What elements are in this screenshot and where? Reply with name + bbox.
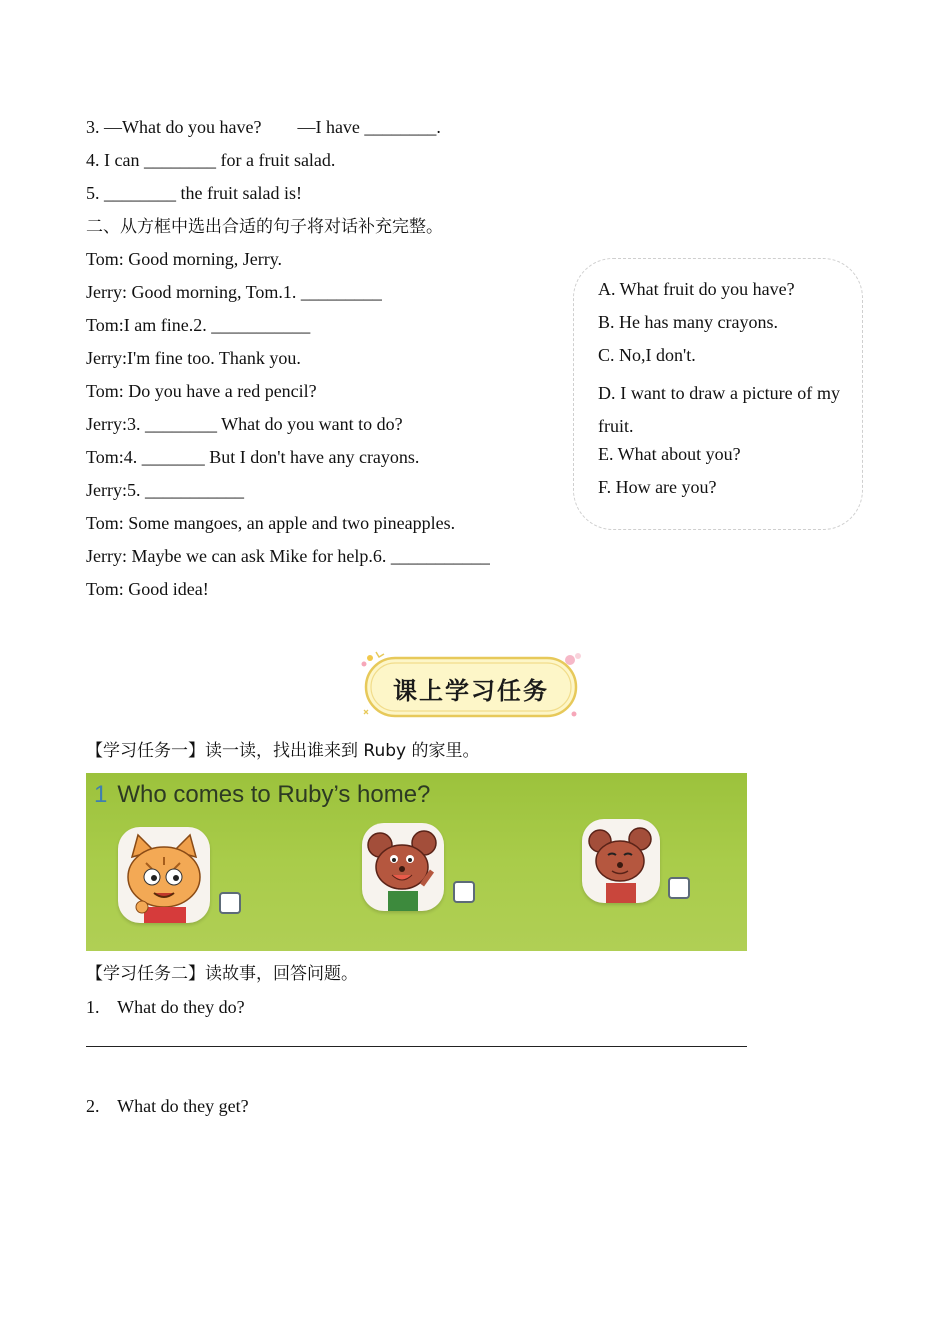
dialogue-line: Tom: Some mangoes, an apple and two pineapples. <box>86 513 456 533</box>
option-a: A. What fruit do you have? <box>598 279 795 299</box>
dialogue-line: Jerry:3. ________ What do you want to do? <box>86 414 403 434</box>
option-c: C. No,I don't. <box>598 345 696 365</box>
dialogue-line: Jerry: Good morning, Tom.1. _________ <box>86 282 382 302</box>
task-2-question-1: 1. What do they do? <box>86 997 245 1017</box>
option-e: E. What about you? <box>598 444 741 464</box>
task-1-label: 【学习任务一】读一读，找出谁来到 Ruby 的家里。 <box>86 741 480 761</box>
mouse-card-2 <box>582 819 660 903</box>
dialogue-line: Jerry:5. ___________ <box>86 480 244 500</box>
mouse-icon <box>582 819 660 903</box>
question-5: 5. ________ the fruit salad is! <box>86 183 302 203</box>
mouse-card-1 <box>362 823 444 911</box>
cat-card <box>118 827 210 923</box>
cat-icon <box>118 827 210 923</box>
option-b: B. He has many crayons. <box>598 312 778 332</box>
photo-title-text: Who comes to Ruby’s home? <box>117 781 431 808</box>
task-2-question-2: 2. What do they get? <box>86 1096 249 1116</box>
option-f: F. How are you? <box>598 477 717 497</box>
dialogue-line: Jerry: Maybe we can ask Mike for help.6. ___________ <box>86 546 490 566</box>
mouse-icon <box>362 823 444 911</box>
photo-title <box>94 781 430 809</box>
dialogue-line: Tom:4. _______ But I don't have any crayons. <box>86 447 420 467</box>
dialogue-line: Tom: Good idea! <box>86 579 209 599</box>
dialogue-line: Tom: Good morning, Jerry. <box>86 249 283 269</box>
mouse-checkbox-2[interactable] <box>668 877 690 899</box>
question-4: 4. I can ________ for a fruit salad. <box>86 150 336 170</box>
textbook-photo <box>86 773 747 951</box>
option-d: D. I want to draw a picture of my fruit. <box>598 383 840 436</box>
exercise-2-instruction: 二、从方框中选出合适的句子将对话补充完整。 <box>86 217 443 237</box>
task-2-label: 【学习任务二】读故事，回答问题。 <box>86 964 358 984</box>
mouse-checkbox-1[interactable] <box>453 881 475 903</box>
dialogue-line: Tom: Do you have a red pencil? <box>86 381 317 401</box>
question-3: 3. —What do you have? —I have ________. <box>86 117 441 137</box>
dialogue-line: Jerry:I'm fine too. Thank you. <box>86 348 301 368</box>
answer-line[interactable] <box>86 1046 747 1047</box>
dialogue-line: Tom:I am fine.2. ___________ <box>86 315 311 335</box>
section-banner <box>356 650 586 722</box>
cat-checkbox[interactable] <box>219 892 241 914</box>
section-title: 课上学习任务 <box>393 676 549 705</box>
photo-number: 1 <box>94 781 108 808</box>
